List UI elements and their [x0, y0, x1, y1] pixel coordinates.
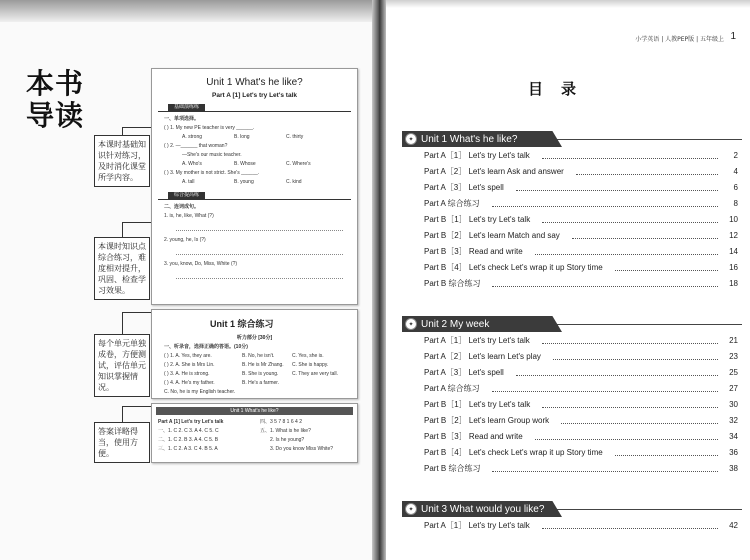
toc-entry-page: 4 [733, 167, 738, 176]
sentence-prompt: 2. young, he, Is (?) [164, 237, 206, 243]
toc-entry[interactable] [402, 399, 742, 415]
toc-entry[interactable] [402, 166, 742, 182]
question: ( ) 1. My new PE teacher is very ______. [164, 125, 255, 131]
option: B. No, he isn't. [242, 353, 275, 359]
sample-page-answers [151, 403, 358, 463]
toc-entry-page: 2 [733, 151, 738, 160]
toc-entry[interactable] [402, 367, 742, 383]
question-row [152, 361, 357, 370]
leader-dots [492, 286, 718, 287]
unit-header[interactable] [402, 501, 742, 517]
toc-entry[interactable] [402, 463, 742, 479]
option: ( ) 3. A. He is strong. [164, 371, 210, 377]
option: A. tall [182, 179, 195, 185]
toc-entry[interactable] [402, 214, 742, 230]
answer-columns [152, 418, 357, 454]
unit-title: Unit 1 What's he like? [421, 134, 518, 145]
toc-entry-page: 42 [729, 521, 738, 530]
answer-column-left [152, 418, 256, 454]
leader-dots [516, 190, 718, 191]
option: C. thirty [286, 134, 304, 140]
question-row: C. No, he is my English teacher. [164, 389, 236, 395]
leader-dots [492, 471, 718, 472]
option: A. strong [182, 134, 203, 140]
toc-entry[interactable] [402, 383, 742, 399]
toc-entry[interactable] [402, 150, 742, 166]
toc-entry-page: 32 [729, 416, 738, 425]
answer-line [176, 271, 343, 279]
answer-bar: Unit 1 What's he like? [156, 407, 353, 415]
question: ( ) 3. My mother is not strict. She's ______. [164, 170, 260, 176]
leader-dots [535, 439, 718, 440]
page-shadow [0, 0, 372, 22]
answer-line: 二、1. C 2. B 3. A 4. C 5. B [158, 437, 219, 443]
toc-entry-page: 18 [729, 279, 738, 288]
toc-title: 目录 [528, 80, 595, 98]
leader-dots [553, 359, 718, 360]
toc-entry-label: Part B［3］ Read and write [424, 432, 523, 441]
callout-comprehensive-practice: 本课时知识点综合练习，难度相对提升，巩固、检查学习效果。 [94, 237, 150, 300]
connector [122, 312, 123, 334]
leader-dots [492, 206, 718, 207]
left-page [0, 0, 372, 560]
toc-entry[interactable] [402, 198, 742, 214]
option: ( ) 2. A. She is Mrs Lin. [164, 362, 215, 368]
toc-entry-label: Part A［3］ Let's spell [424, 368, 504, 377]
toc-entry-label: Part A［2］ Let's learn Let's play [424, 352, 541, 361]
unit-title: Unit 3 What would you like? [421, 504, 545, 515]
toc-entry[interactable] [402, 182, 742, 198]
toc-entry-page: 10 [729, 215, 738, 224]
question-line: —She's our music teacher. [182, 152, 242, 158]
question: ( ) 2. —______ that woman? [164, 143, 228, 149]
option: C. She is happy. [292, 362, 329, 368]
leader-dots [615, 270, 718, 271]
sentence-prompt: 3. you, know, Do, Miss, White (?) [164, 261, 238, 267]
callout-answers: 答案详略得当，使用方便。 [94, 422, 150, 463]
option: B. young [234, 179, 254, 185]
leader-dots [576, 174, 718, 175]
answer-line: 2. Is he young? [270, 437, 305, 443]
leader-dots [572, 238, 718, 239]
answer-column-right [256, 418, 357, 454]
sample-test-title: Unit 1 综合练习 [210, 319, 274, 329]
toc-entry-page: 36 [729, 448, 738, 457]
sample-test-subtitle: 听力部分 [30分] [236, 335, 273, 341]
section-bar [158, 193, 351, 200]
toc-entry[interactable] [402, 335, 742, 351]
toc-entry[interactable] [402, 262, 742, 278]
answer-line: 三、1. C 2. A 3. C 4. B 5. A [158, 446, 218, 452]
question-row [152, 370, 357, 379]
toc-entry-label: Part A［3］ Let's spell [424, 183, 504, 192]
option: C. kind [286, 179, 302, 185]
option: B. He's a farmer. [242, 380, 280, 386]
toc-entry-page: 6 [733, 183, 738, 192]
running-header: 小学英语 | 人教PEP版 | 五年级上 [635, 36, 724, 43]
option: ( ) 4. A. He's my father. [164, 380, 215, 386]
toc-entry[interactable] [402, 278, 742, 294]
toc-entry-page: 38 [729, 464, 738, 473]
toc-entry[interactable] [402, 230, 742, 246]
leader-dots [542, 528, 718, 529]
toc-entry-label: Part A［1］ Let's try Let's talk [424, 151, 530, 160]
toc-entry-label: Part B［2］ Let's learn Group work [424, 416, 550, 425]
toc-unit-2 [402, 316, 742, 479]
option: ( ) 1. A. Yes, they are. [164, 353, 212, 359]
option: B. She is young. [242, 371, 279, 377]
leader-dots [615, 455, 718, 456]
toc-entry[interactable] [402, 431, 742, 447]
toc-entry-label: Part A［2］ Let's learn Ask and answer [424, 167, 564, 176]
option: B. long [234, 134, 250, 140]
unit-badge-icon: ✦ [405, 503, 417, 515]
unit-header[interactable] [402, 131, 742, 147]
unit-badge-icon: ✦ [405, 318, 417, 330]
toc-entry-page: 8 [733, 199, 738, 208]
sample-page-lesson [151, 68, 358, 305]
leader-dots [542, 407, 718, 408]
callout-basic-practice: 本课时基础知识针对练习，及时消化课堂所学内容。 [94, 135, 150, 187]
right-page [386, 0, 750, 560]
toc-entry-page: 25 [729, 368, 738, 377]
unit-header[interactable] [402, 316, 742, 332]
toc-unit-3 [402, 501, 742, 536]
toc-entry-label: Part A［1］ Let's try Let's talk [424, 521, 530, 530]
toc-entry-page: 34 [729, 432, 738, 441]
toc-entry-page: 14 [729, 247, 738, 256]
option: A. Who's [182, 161, 202, 167]
connector [122, 127, 123, 135]
answer-line: 五、1. What is he like? [260, 428, 311, 434]
leader-dots [516, 375, 718, 376]
toc-entry-label: Part A 综合练习 [424, 384, 480, 393]
book-spine [372, 0, 386, 560]
answer-line: 3. Do you know Miss White? [270, 446, 334, 452]
options [152, 160, 357, 169]
leader-dots [542, 158, 718, 159]
connector [122, 222, 154, 223]
toc-entry-label: Part B 综合练习 [424, 464, 481, 473]
toc-entry-label: Part B［3］ Read and write [424, 247, 523, 256]
sentence-prompt: 1. is, he, like, What (?) [164, 213, 214, 219]
answer-heading: 四、3 5 7 8 1 6 4 2 [260, 419, 302, 425]
answer-line [176, 223, 343, 231]
connector [122, 312, 154, 313]
toc-entry-page: 12 [729, 231, 738, 240]
toc-entry[interactable] [402, 351, 742, 367]
section-label: 综合提高练 [168, 192, 205, 199]
toc-entry-page: 16 [729, 263, 738, 272]
guide-title: 本书导读 [26, 67, 85, 132]
toc-entry-label: Part B［1］ Let's try Let's talk [424, 215, 531, 224]
leader-dots [542, 343, 718, 344]
option: B. He is Mr Zhang. [242, 362, 284, 368]
toc-entry-label: Part A 综合练习 [424, 199, 480, 208]
section-bar [158, 105, 351, 112]
toc-entry-label: Part B 综合练习 [424, 279, 481, 288]
options [152, 178, 357, 187]
connector [122, 127, 154, 128]
option: C. They are very tall. [292, 371, 339, 377]
toc-entry-page: 30 [729, 400, 738, 409]
toc-entry[interactable] [402, 447, 742, 463]
callout-unit-test: 每个单元单独成卷，方便测试，评估单元知识掌握情况。 [94, 334, 150, 397]
answer-line: 一、1. C 2. C 3. A 4. C 5. C [158, 428, 219, 434]
toc-unit-1 [402, 131, 742, 294]
answer-heading: Part A [1] Let's try Let's talk [158, 419, 224, 425]
toc-entry-label: Part B［1］ Let's try Let's talk [424, 400, 531, 409]
sample-page-unit-test [151, 309, 358, 399]
toc-entry[interactable] [402, 520, 742, 536]
question-heading: 一、单项选择。 [164, 116, 200, 122]
toc-entry-page: 21 [729, 336, 738, 345]
option: C. Where's [286, 161, 311, 167]
toc-entry-label: Part A［1］ Let's try Let's talk [424, 336, 530, 345]
unit-badge-icon: ✦ [405, 133, 417, 145]
answer-line [176, 247, 343, 255]
toc-entry-label: Part B［2］ Let's learn Match and say [424, 231, 560, 240]
toc-entry-label: Part B［4］ Let's check Let's wrap it up Story time [424, 263, 603, 272]
leader-dots [561, 423, 718, 424]
connector [122, 406, 154, 407]
toc-entry[interactable] [402, 246, 742, 262]
question-row [152, 379, 357, 388]
toc-entry-label: Part B［4］ Let's check Let's wrap it up Story time [424, 448, 603, 457]
leader-dots [542, 222, 718, 223]
unit-title: Unit 2 My week [421, 319, 490, 330]
option: B. Whose [234, 161, 256, 167]
question-heading: 二、连词成句。 [164, 204, 200, 210]
sample-part-title: Part A [1] Let's try Let's talk [212, 92, 297, 99]
leader-dots [492, 391, 718, 392]
leader-dots [535, 254, 718, 255]
toc-entry-page: 23 [729, 352, 738, 361]
page-number: 1 [730, 31, 736, 42]
connector [122, 406, 123, 422]
sample-unit-title: Unit 1 What's he like? [206, 77, 303, 88]
connector [122, 222, 123, 237]
options [152, 133, 357, 142]
option: C. Yes, she is. [292, 353, 324, 359]
toc-entry-page: 27 [729, 384, 738, 393]
section-label: 基础演练练 [168, 104, 205, 111]
toc-entry[interactable] [402, 415, 742, 431]
question-heading: 一、听录音，选择正确的答语。(10分) [164, 344, 248, 350]
page-shadow [386, 0, 750, 8]
question-row [152, 352, 357, 361]
